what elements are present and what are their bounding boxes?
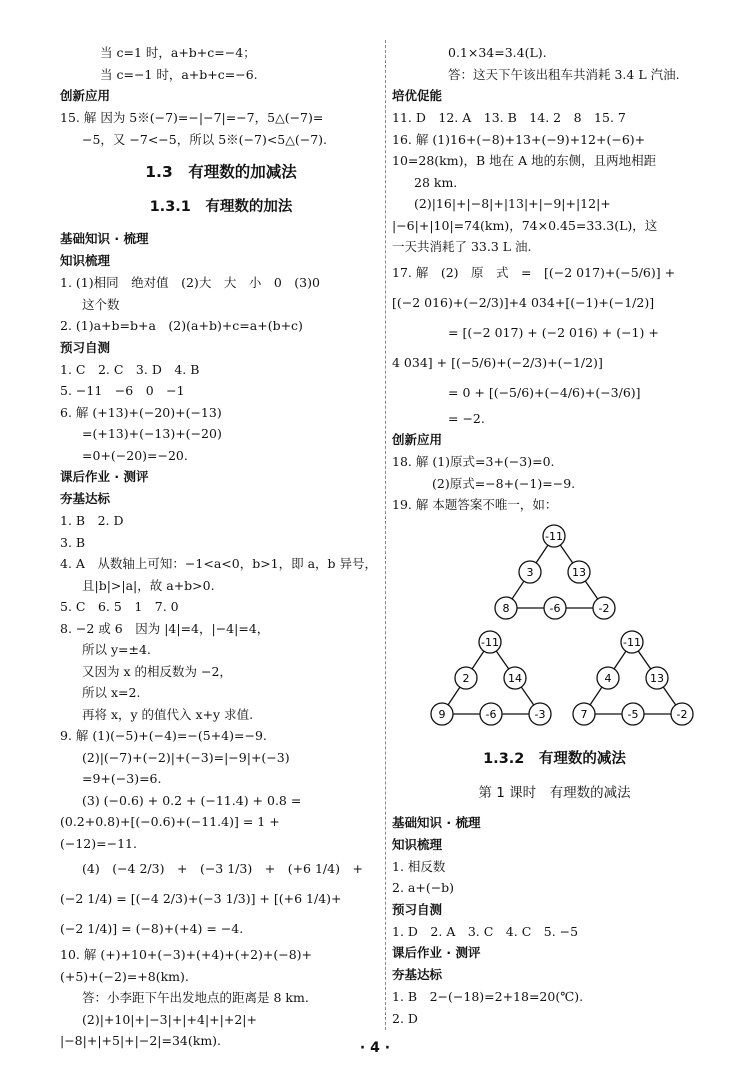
circle-node: [529, 703, 551, 725]
page-number: · 4 ·: [359, 1040, 391, 1056]
circle-node: [519, 561, 541, 583]
node-value: 14: [508, 671, 522, 685]
heading-homework: 课后作业 · 测评: [60, 469, 149, 484]
text-line: 2. a+(−b): [392, 880, 455, 895]
text-line: 18. 解 (1)原式=3+(−3)=0.: [392, 454, 555, 469]
heading-innovation: 创新应用: [392, 432, 443, 447]
circle-node: [671, 703, 693, 725]
circle-node: [495, 597, 517, 619]
text-line: = 0 + [(−5/6)+(−4/6)+(−3/6)]: [448, 384, 641, 400]
text-line: 10. 解 (+)+10+(−3)+(+4)+(+2)+(−8)+: [60, 947, 313, 962]
heading-foundation: 夯基达标: [392, 967, 443, 982]
text-line: 5. −11 −6 0 −1: [60, 383, 185, 398]
text-line: (2)|16|+|−8|+|13|+|−9|+|12|+: [414, 196, 611, 211]
text-line: 2. (1)a+b=b+a (2)(a+b)+c=a+(b+c): [60, 318, 303, 333]
circle-node: [480, 703, 502, 725]
text-line: 1. D 2. A 3. C 4. C 5. −5: [392, 923, 579, 939]
text-line: 19. 解 本题答案不唯一，如：: [392, 497, 558, 512]
column-divider: [385, 40, 386, 1030]
text-line: 又因为 x 的相反数为 −2，: [82, 663, 232, 679]
text-line: 1. B 2. D: [60, 513, 124, 528]
node-value: -6: [549, 601, 561, 615]
left-column: [60, 42, 382, 1052]
text-line: 1. B 2−(−18)=2+18=20(℃).: [392, 989, 584, 1004]
node-value: 3: [526, 565, 534, 579]
lesson-title: 第 1 课时 有理数的减法: [478, 784, 631, 801]
text-line: [(−2 016)+(−2/3)]+4 034+[(−1)+(−1/2)]: [392, 294, 655, 310]
text-line: 9. 解 (1)(−5)+(−4)=−(5+4)=−9.: [60, 728, 267, 743]
node-value: 4: [604, 671, 612, 685]
text-line: 4 034] + [(−5/6)+(−2/3)+(−1/2)]: [392, 354, 603, 370]
text-line: 6. 解 (+13)+(−20)+(−13): [60, 404, 222, 420]
text-line: 8. −2 或 6 因为 |4|=4，|−4|=4，: [60, 620, 270, 636]
triangle-diagrams: [392, 516, 717, 738]
text-line: =(+13)+(−13)+(−20): [82, 426, 222, 441]
circle-node: [543, 525, 565, 547]
text-line: 再将 x，y 的值代入 x+y 求值.: [82, 706, 254, 722]
text-line: 4. A 从数轴上可知：−1<a<0，b>1，即 a，b 异号，: [60, 556, 378, 571]
text-line: 1. 相反数: [392, 858, 446, 874]
circle-node: [621, 631, 643, 653]
text-line: 11. D 12. A 13. B 14. 2 8 15. 7: [392, 110, 626, 125]
text-line: (−12)=−11.: [60, 835, 137, 851]
node-value: -2: [598, 601, 610, 615]
text-line: (0.2+0.8)+[(−0.6)+(−11.4)] = 1 +: [60, 814, 280, 829]
subsection-title: 1.3.1 有理数的加法: [149, 199, 293, 215]
text-line: 10=28(km)，B 地在 A 地的东侧，且两地相距: [392, 153, 657, 168]
number-triangle-3: [570, 628, 700, 732]
section-title: 1.3 有理数的加减法: [145, 163, 297, 181]
number-triangle-1: [492, 522, 622, 626]
circle-node: [593, 597, 615, 619]
circle-node: [622, 703, 644, 725]
heading-preview: 预习自测: [392, 901, 443, 917]
text-line: 所以 y=±4.: [82, 642, 151, 657]
text-line: 这个数: [82, 296, 120, 312]
text-line: 且|b|>|a|，故 a+b>0.: [82, 577, 215, 593]
text-line: 一天共消耗了 33.3 L 油.: [392, 239, 532, 254]
text-line: (+5)+(−2)=+8(km).: [60, 968, 189, 984]
node-value: 2: [462, 671, 470, 685]
text-line: 当 c=1 时，a+b+c=−4；: [100, 45, 256, 60]
text-line: (4) (−4 2/3) + (−3 1/3) + (+6 1/4) +: [82, 861, 363, 876]
circle-node: [544, 597, 566, 619]
heading-preview: 预习自测: [60, 339, 111, 355]
text-line: |−8|+|+5|+|−2|=34(km).: [60, 1033, 222, 1048]
text-line: 15. 解 因为 5※(−7)=−|−7|=−7，5△(−7)=: [60, 110, 324, 125]
text-line: (3) (−0.6) + 0.2 + (−11.4) + 0.8 =: [82, 792, 302, 808]
text-line: (2)原式=−8+(−1)=−9.: [432, 475, 576, 491]
node-value: -11: [623, 635, 641, 649]
circle-node: [431, 703, 453, 725]
node-value: -2: [676, 707, 688, 721]
text-line: (−2 1/4) = [(−4 2/3)+(−3 1/3)] + [(+6 1/4)+: [60, 891, 342, 906]
text-line: −5，又 −7<−5，所以 5※(−7)<5△(−7).: [82, 131, 328, 147]
heading-foundation: 夯基达标: [60, 491, 111, 506]
text-line: 1. C 2. C 3. D 4. B: [60, 361, 200, 377]
right-column: [392, 42, 717, 1029]
heading-advanced: 培优促能: [392, 88, 443, 103]
text-line: 0.1×34=3.4(L).: [448, 45, 547, 60]
node-value: 13: [572, 565, 586, 579]
number-triangle-2: [428, 628, 558, 732]
node-value: 8: [502, 601, 510, 615]
node-value: -6: [485, 707, 497, 721]
circle-node: [573, 703, 595, 725]
text-line: 17. 解 (2) 原 式 = [(−2 017)+(−5/6)] +: [392, 264, 676, 280]
heading-knowledge: 知识梳理: [392, 836, 443, 852]
text-line: 16. 解 (1)16+(−8)+13+(−9)+12+(−6)+: [392, 131, 646, 147]
text-line: 1. (1)相同 绝对值 (2)大 大 小 0 (3)0: [60, 275, 320, 290]
text-line: 答：小李距下午出发地点的距离是 8 km.: [82, 990, 309, 1005]
text-line: 当 c=−1 时，a+b+c=−6.: [100, 66, 258, 82]
text-line: 3. B: [60, 534, 86, 550]
node-value: -11: [481, 635, 499, 649]
circle-node: [455, 667, 477, 689]
heading-innovation: 创新应用: [60, 88, 111, 103]
text-line: 所以 x=2.: [82, 685, 141, 700]
node-value: -3: [534, 707, 546, 721]
text-line: (2)|(−7)+(−2)|+(−3)=|−9|+(−3): [82, 749, 290, 765]
node-value: 13: [650, 671, 664, 685]
text-line: (−2 1/4)] = (−8)+(+4) = −4.: [60, 921, 244, 936]
text-line: 28 km.: [414, 174, 458, 190]
circle-node: [504, 667, 526, 689]
node-value: 9: [438, 707, 446, 721]
text-line: =9+(−3)=6.: [82, 771, 162, 786]
circle-node: [597, 667, 619, 689]
heading-homework: 课后作业 · 测评: [392, 945, 481, 960]
text-line: = [(−2 017) + (−2 016) + (−1) +: [448, 324, 659, 340]
node-value: -11: [545, 529, 563, 543]
node-value: -5: [627, 707, 639, 721]
text-line: (2)|+10|+|−3|+|+4|+|+2|+: [82, 1011, 257, 1027]
node-value: 7: [580, 707, 588, 721]
text-line: 2. D: [392, 1010, 418, 1026]
heading-knowledge: 知识梳理: [60, 253, 111, 268]
circle-node: [568, 561, 590, 583]
heading-basic: 基础知识 · 梳理: [60, 231, 149, 246]
circle-node: [646, 667, 668, 689]
circle-node: [479, 631, 501, 653]
subsection-title: 1.3.2 有理数的减法: [483, 750, 626, 767]
heading-basic: 基础知识 · 梳理: [392, 814, 481, 830]
text-line: 答：这天下午该出租车共消耗 3.4 L 汽油.: [448, 66, 680, 82]
text-line: = −2.: [448, 410, 485, 426]
text-line: =0+(−20)=−20.: [82, 447, 188, 463]
text-line: 5. C 6. 5 1 7. 0: [60, 599, 179, 614]
text-line: |−6|+|10|=74(km)，74×0.45=33.3(L)，这: [392, 217, 658, 233]
